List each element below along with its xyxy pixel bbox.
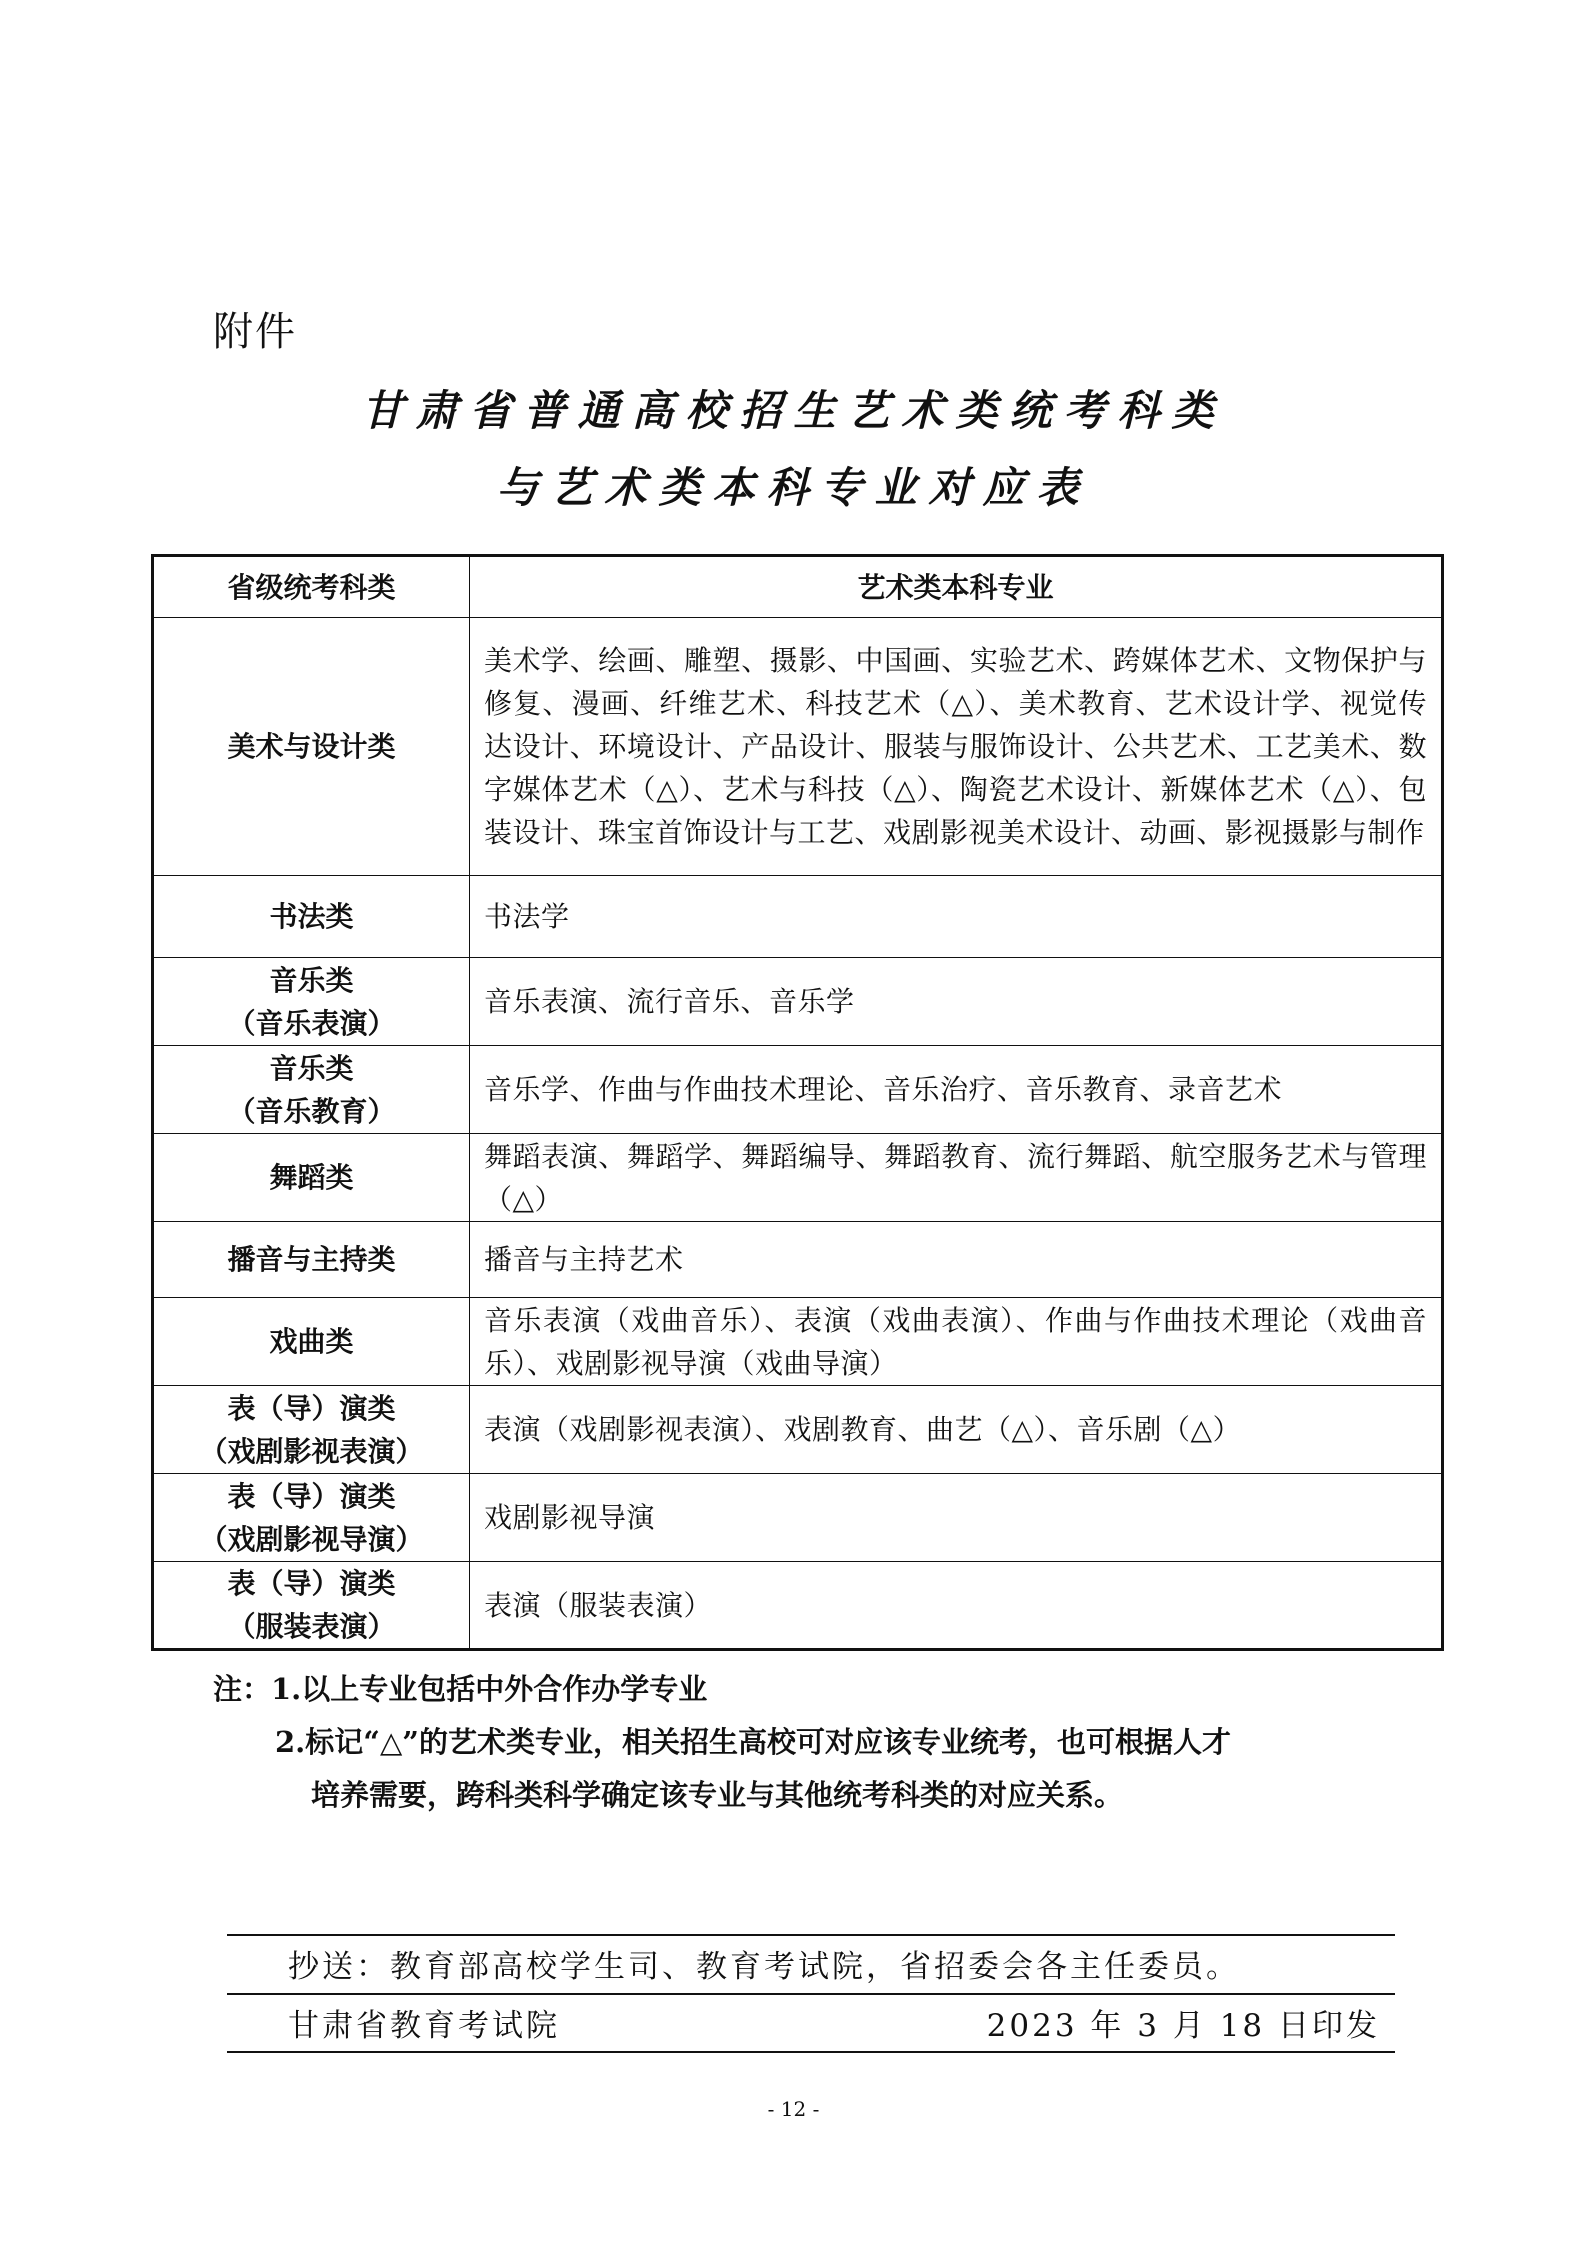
table-row: [153, 1222, 1443, 1298]
attachment-label: 附件: [213, 309, 297, 355]
category-cell: 音乐类 （音乐表演）: [153, 958, 470, 1046]
cc-line: 抄送：教育部高校学生司、教育考试院，省招委会各主任委员。: [288, 1949, 1240, 1985]
category-cell: 音乐类 （音乐教育）: [153, 1046, 470, 1134]
header-category: 省级统考科类: [153, 556, 470, 618]
issuer: 甘肃省教育考试院: [288, 2008, 560, 2044]
page-number: - 12 -: [767, 2097, 820, 2121]
majors-cell: 音乐学、作曲与作曲技术理论、音乐治疗、音乐教育、录音艺术: [470, 1046, 1443, 1134]
note-line-3: 培养需要，跨科类科学确定该专业与其他统考科类的对应关系。: [311, 1778, 1124, 1812]
category-cell: 表（导）演类 （服装表演）: [153, 1562, 470, 1650]
table-row: [153, 618, 1443, 876]
correspondence-table: [151, 554, 1444, 1651]
category-cell: 播音与主持类: [153, 1222, 470, 1298]
note-line-1: 注：1.以上专业包括中外合作办学专业: [213, 1672, 708, 1706]
table-row: [153, 1046, 1443, 1134]
table-row: [153, 1474, 1443, 1562]
category-cell: 戏曲类: [153, 1298, 470, 1386]
majors-cell: 音乐表演、流行音乐、音乐学: [470, 958, 1443, 1046]
footer-divider-bottom: [227, 2051, 1395, 2053]
majors-cell: 表演（戏剧影视表演）、戏剧教育、曲艺（△）、音乐剧（△）: [470, 1386, 1443, 1474]
majors-cell: 书法学: [470, 876, 1443, 958]
footer-divider-middle: [227, 1993, 1395, 1995]
category-cell: 书法类: [153, 876, 470, 958]
majors-cell: 音乐表演（戏曲音乐）、表演（戏曲表演）、作曲与作曲技术理论（戏曲音乐）、戏剧影视导演（戏曲导演）: [470, 1298, 1443, 1386]
notes-block: [213, 1663, 1231, 1822]
document-title-line1: 甘肃省普通高校招生艺术类统考科类: [361, 386, 1226, 435]
footer-divider-top: [227, 1934, 1395, 1936]
table-row: [153, 958, 1443, 1046]
note-line-2: 2.标记“△”的艺术类专业，相关招生高校可对应该专业统考，也可根据人才: [275, 1725, 1231, 1759]
table-row: [153, 1134, 1443, 1222]
table-header-row: [153, 556, 1443, 618]
category-cell: 表（导）演类 （戏剧影视导演）: [153, 1474, 470, 1562]
majors-cell: 美术学、绘画、雕塑、摄影、中国画、实验艺术、跨媒体艺术、文物保护与修复、漫画、纤维艺术、科技艺术（△）、美术教育、艺术设计学、视觉传达设计、环境设计、产品设计、服装与服饰设计、公共艺术、工艺美术、数字媒体艺术（△）、艺术与科技（△）、陶瓷艺术设计、新媒体艺术（△）、包装设计、珠宝首饰设计与工艺、戏剧影视美术设计、动画、影视摄影与制作: [470, 618, 1443, 876]
category-cell: 表（导）演类 （戏剧影视表演）: [153, 1386, 470, 1474]
category-cell: 美术与设计类: [153, 618, 470, 876]
document-title-line2: 与艺术类本科专业对应表: [496, 463, 1091, 512]
majors-cell: 表演（服装表演）: [470, 1562, 1443, 1650]
majors-cell: 播音与主持艺术: [470, 1222, 1443, 1298]
table-row: [153, 1386, 1443, 1474]
majors-cell: 舞蹈表演、舞蹈学、舞蹈编导、舞蹈教育、流行舞蹈、航空服务艺术与管理（△）: [470, 1134, 1443, 1222]
category-cell: 舞蹈类: [153, 1134, 470, 1222]
table-row: [153, 1562, 1443, 1650]
issue-date: 2023 年 3 月 18 日印发: [986, 2008, 1380, 2044]
header-majors: 艺术类本科专业: [470, 556, 1443, 618]
majors-cell: 戏剧影视导演: [470, 1474, 1443, 1562]
table-row: [153, 876, 1443, 958]
table-row: [153, 1298, 1443, 1386]
